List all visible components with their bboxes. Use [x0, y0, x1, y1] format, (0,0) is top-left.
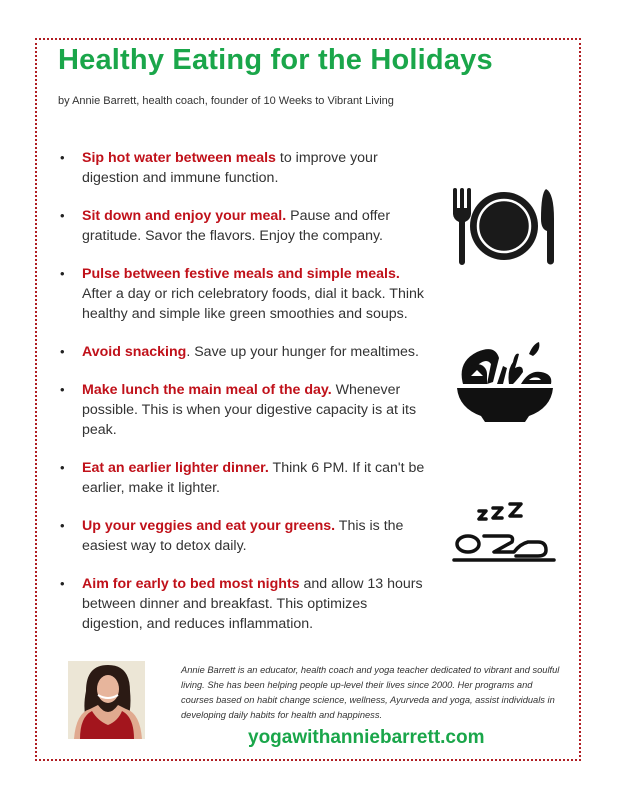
- tip-highlight: Sip hot water between meals: [82, 150, 276, 166]
- plate-fork-knife-icon: [448, 186, 560, 268]
- tip-text: to improve your digestion and immune function.: [82, 150, 378, 186]
- salad-bowl-icon: [453, 340, 557, 424]
- tip-highlight: Sit down and enjoy your meal.: [82, 208, 287, 224]
- tip-highlight: Aim for early to bed most nights: [82, 576, 300, 592]
- tip-highlight: Eat an earlier lighter dinner.: [82, 460, 269, 476]
- tip-text: After a day or rich celebratory foods, dial it back. Think healthy and simple like green smoothies and soups.: [82, 286, 424, 322]
- tip-item: [60, 458, 430, 498]
- tip-item: [60, 264, 430, 324]
- tip-highlight: Avoid snacking: [82, 344, 187, 360]
- author-portrait-image: [68, 661, 145, 739]
- tip-text: Pause and offer gratitude. Savor the flavors. Enjoy the company.: [82, 208, 391, 244]
- tips-list: [60, 148, 430, 634]
- byline: by Annie Barrett, health coach, founder of 10 Weeks to Vibrant Living: [58, 95, 394, 107]
- tip-item: [60, 206, 430, 246]
- tip-text: This is the easiest way to detox daily.: [82, 518, 404, 554]
- tip-text: and allow 13 hours between dinner and breakfast. This optimizes digestion, and reduces inflammation.: [82, 576, 423, 632]
- tip-text: Think 6 PM. If it can't be earlier, make it lighter.: [82, 460, 425, 496]
- sleeping-person-icon: [452, 502, 558, 566]
- tip-text: . Save up your hunger for mealtimes.: [186, 344, 419, 360]
- tip-highlight: Pulse between festive meals and simple meals.: [82, 266, 400, 282]
- tip-text: Whenever possible. This is when your digestive capacity is at its peak.: [82, 382, 417, 438]
- tip-item: [60, 342, 430, 362]
- website-link[interactable]: yogawithanniebarrett.com: [248, 727, 485, 748]
- author-photo: [68, 661, 145, 739]
- tip-item: [60, 516, 430, 556]
- tip-highlight: Make lunch the main meal of the day.: [82, 382, 332, 398]
- page-title: Healthy Eating for the Holidays: [58, 44, 493, 76]
- tip-highlight: Up your veggies and eat your greens.: [82, 518, 336, 534]
- tip-item: [60, 148, 430, 188]
- tip-item: [60, 380, 430, 440]
- author-bio: Annie Barrett is an educator, health coach and yoga teacher dedicated to vibrant and soulful living. She has been helping people up-level their lives since 2000. Her programs and courses based on habit change science, wellness, Ayurveda and yoga, assist individuals in developing daily habits for health and happiness.: [181, 665, 560, 720]
- tip-item: [60, 574, 430, 634]
